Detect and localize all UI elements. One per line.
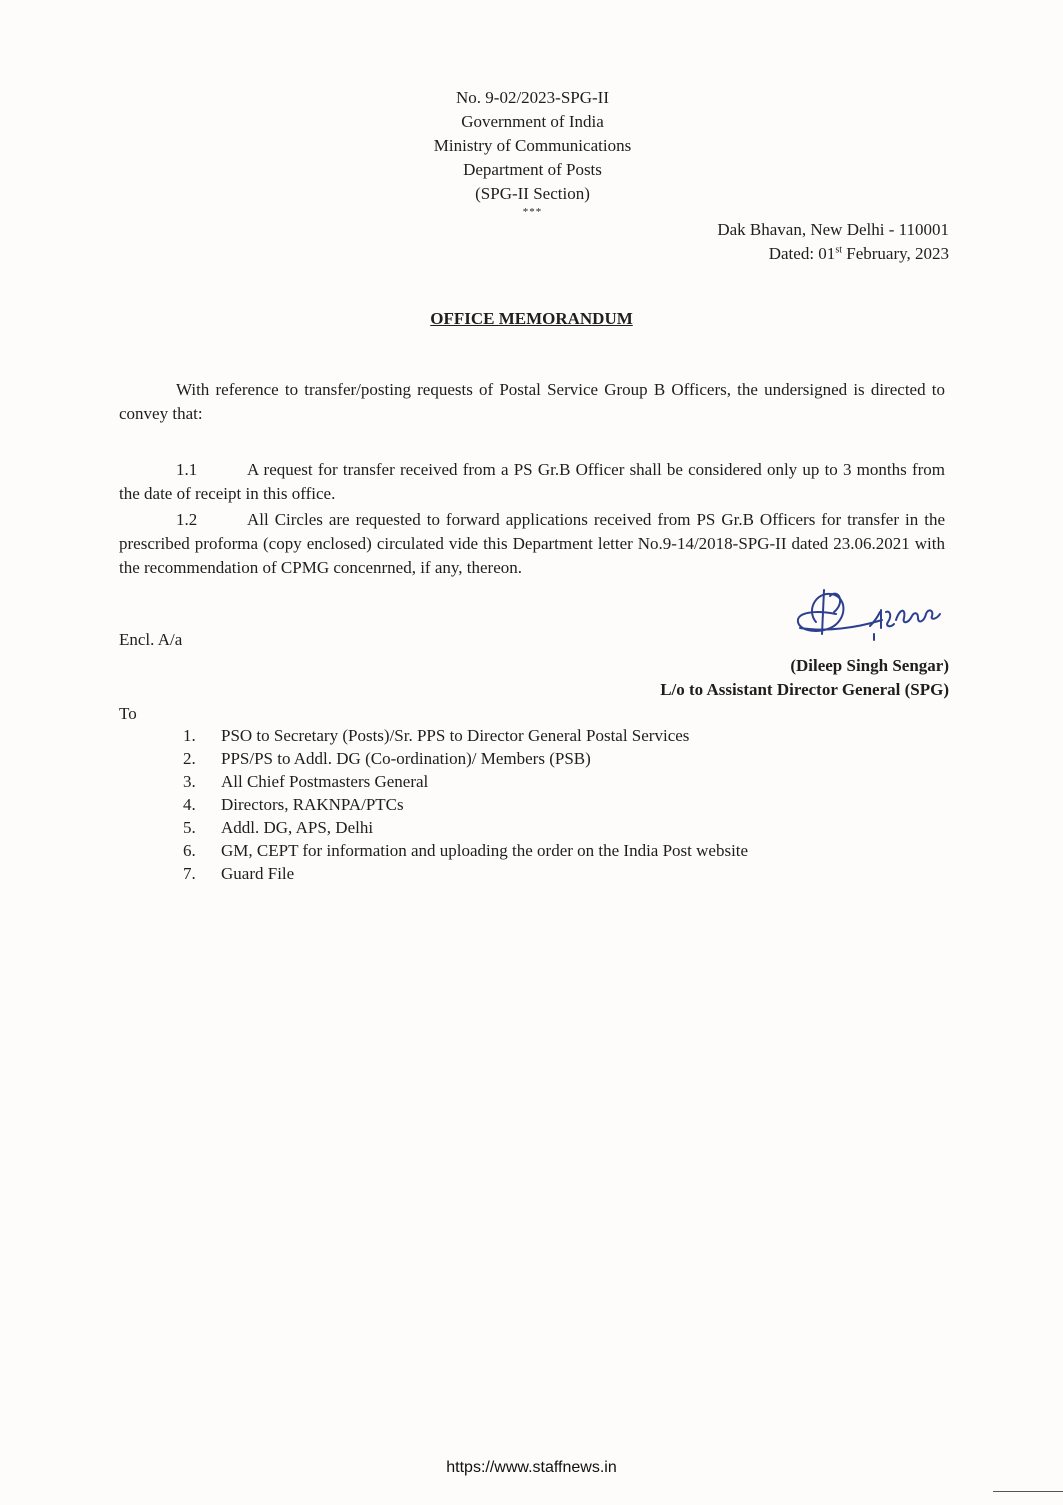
list-item-number: 5. xyxy=(183,818,196,837)
signatory-designation: L/o to Assistant Director General (SPG) xyxy=(660,680,949,699)
list-item xyxy=(183,747,748,770)
footer-divider xyxy=(993,1491,1063,1492)
list-item-number: 6. xyxy=(183,841,196,860)
list-item-number: 2. xyxy=(183,749,196,768)
date-prefix: Dated: 01 xyxy=(768,244,836,263)
point-paragraph xyxy=(119,508,945,580)
list-item-number: 4. xyxy=(183,795,196,814)
point-text: All Circles are requested to forward applications received from PS Gr.B Officers for transfer in the prescribed proforma (copy enclosed) circulated vide this Department letter No.9-14/2018-SPG-II dated 23.06.2021 with the recommendation of CPMG concenrned, if any, thereon. xyxy=(119,510,945,577)
point-number: 1.1 xyxy=(176,460,198,479)
letter-header xyxy=(380,86,685,218)
list-item-text: Guard File xyxy=(221,864,295,883)
enclosure-note: Encl. A/a xyxy=(119,630,183,649)
point-number: 1.2 xyxy=(176,510,198,529)
list-item-text: GM, CEPT for information and uploading the order on the India Post website xyxy=(221,841,749,860)
distribution-list xyxy=(183,724,748,885)
signatory-name: (Dileep Singh Sengar) xyxy=(790,656,949,675)
list-item xyxy=(183,816,748,839)
letter-date xyxy=(717,242,949,266)
list-item-number: 7. xyxy=(183,864,196,883)
intro-paragraph: With reference to transfer/posting requests of Postal Service Group B Officers, the undersigned is directed to convey that: xyxy=(119,380,945,423)
list-item xyxy=(183,724,748,747)
list-item xyxy=(183,770,748,793)
office-address: Dak Bhavan, New Delhi - 110001 xyxy=(717,220,949,239)
list-item-text: All Chief Postmasters General xyxy=(221,772,429,791)
footer-url-link[interactable]: https://www.staffnews.in xyxy=(446,1459,617,1476)
separator-stars: *** xyxy=(522,206,543,218)
list-item-number: 3. xyxy=(183,772,196,791)
date-rest: February, 2023 xyxy=(841,244,949,263)
point-paragraph xyxy=(119,458,945,506)
ministry-name: Ministry of Communications xyxy=(433,136,632,155)
point-text: A request for transfer received from a PS Gr.B Officer shall be considered only up to 3 months from the date of receipt in this office. xyxy=(119,460,945,503)
department-name: Department of Posts xyxy=(463,160,602,179)
list-item-text: PPS/PS to Addl. DG (Co-ordination)/ Members (PSB) xyxy=(221,749,591,768)
signatory-block xyxy=(660,654,949,702)
list-item xyxy=(183,862,748,885)
government-name: Government of India xyxy=(461,112,604,131)
list-item-text: Addl. DG, APS, Delhi xyxy=(221,818,374,837)
list-item xyxy=(183,793,748,816)
list-item xyxy=(183,839,748,862)
file-number: No. 9-02/2023-SPG-II xyxy=(456,88,609,107)
place-date-block xyxy=(717,218,949,266)
date-ordinal-suffix: st xyxy=(835,244,842,256)
handwritten-signature xyxy=(786,582,946,652)
to-label: To xyxy=(119,704,137,723)
list-item-number: 1. xyxy=(183,726,196,745)
list-item-text: Directors, RAKNPA/PTCs xyxy=(221,795,404,814)
memo-title: OFFICE MEMORANDUM xyxy=(430,309,633,328)
section-name: (SPG-II Section) xyxy=(475,184,590,203)
list-item-text: PSO to Secretary (Posts)/Sr. PPS to Director General Postal Services xyxy=(221,726,690,745)
